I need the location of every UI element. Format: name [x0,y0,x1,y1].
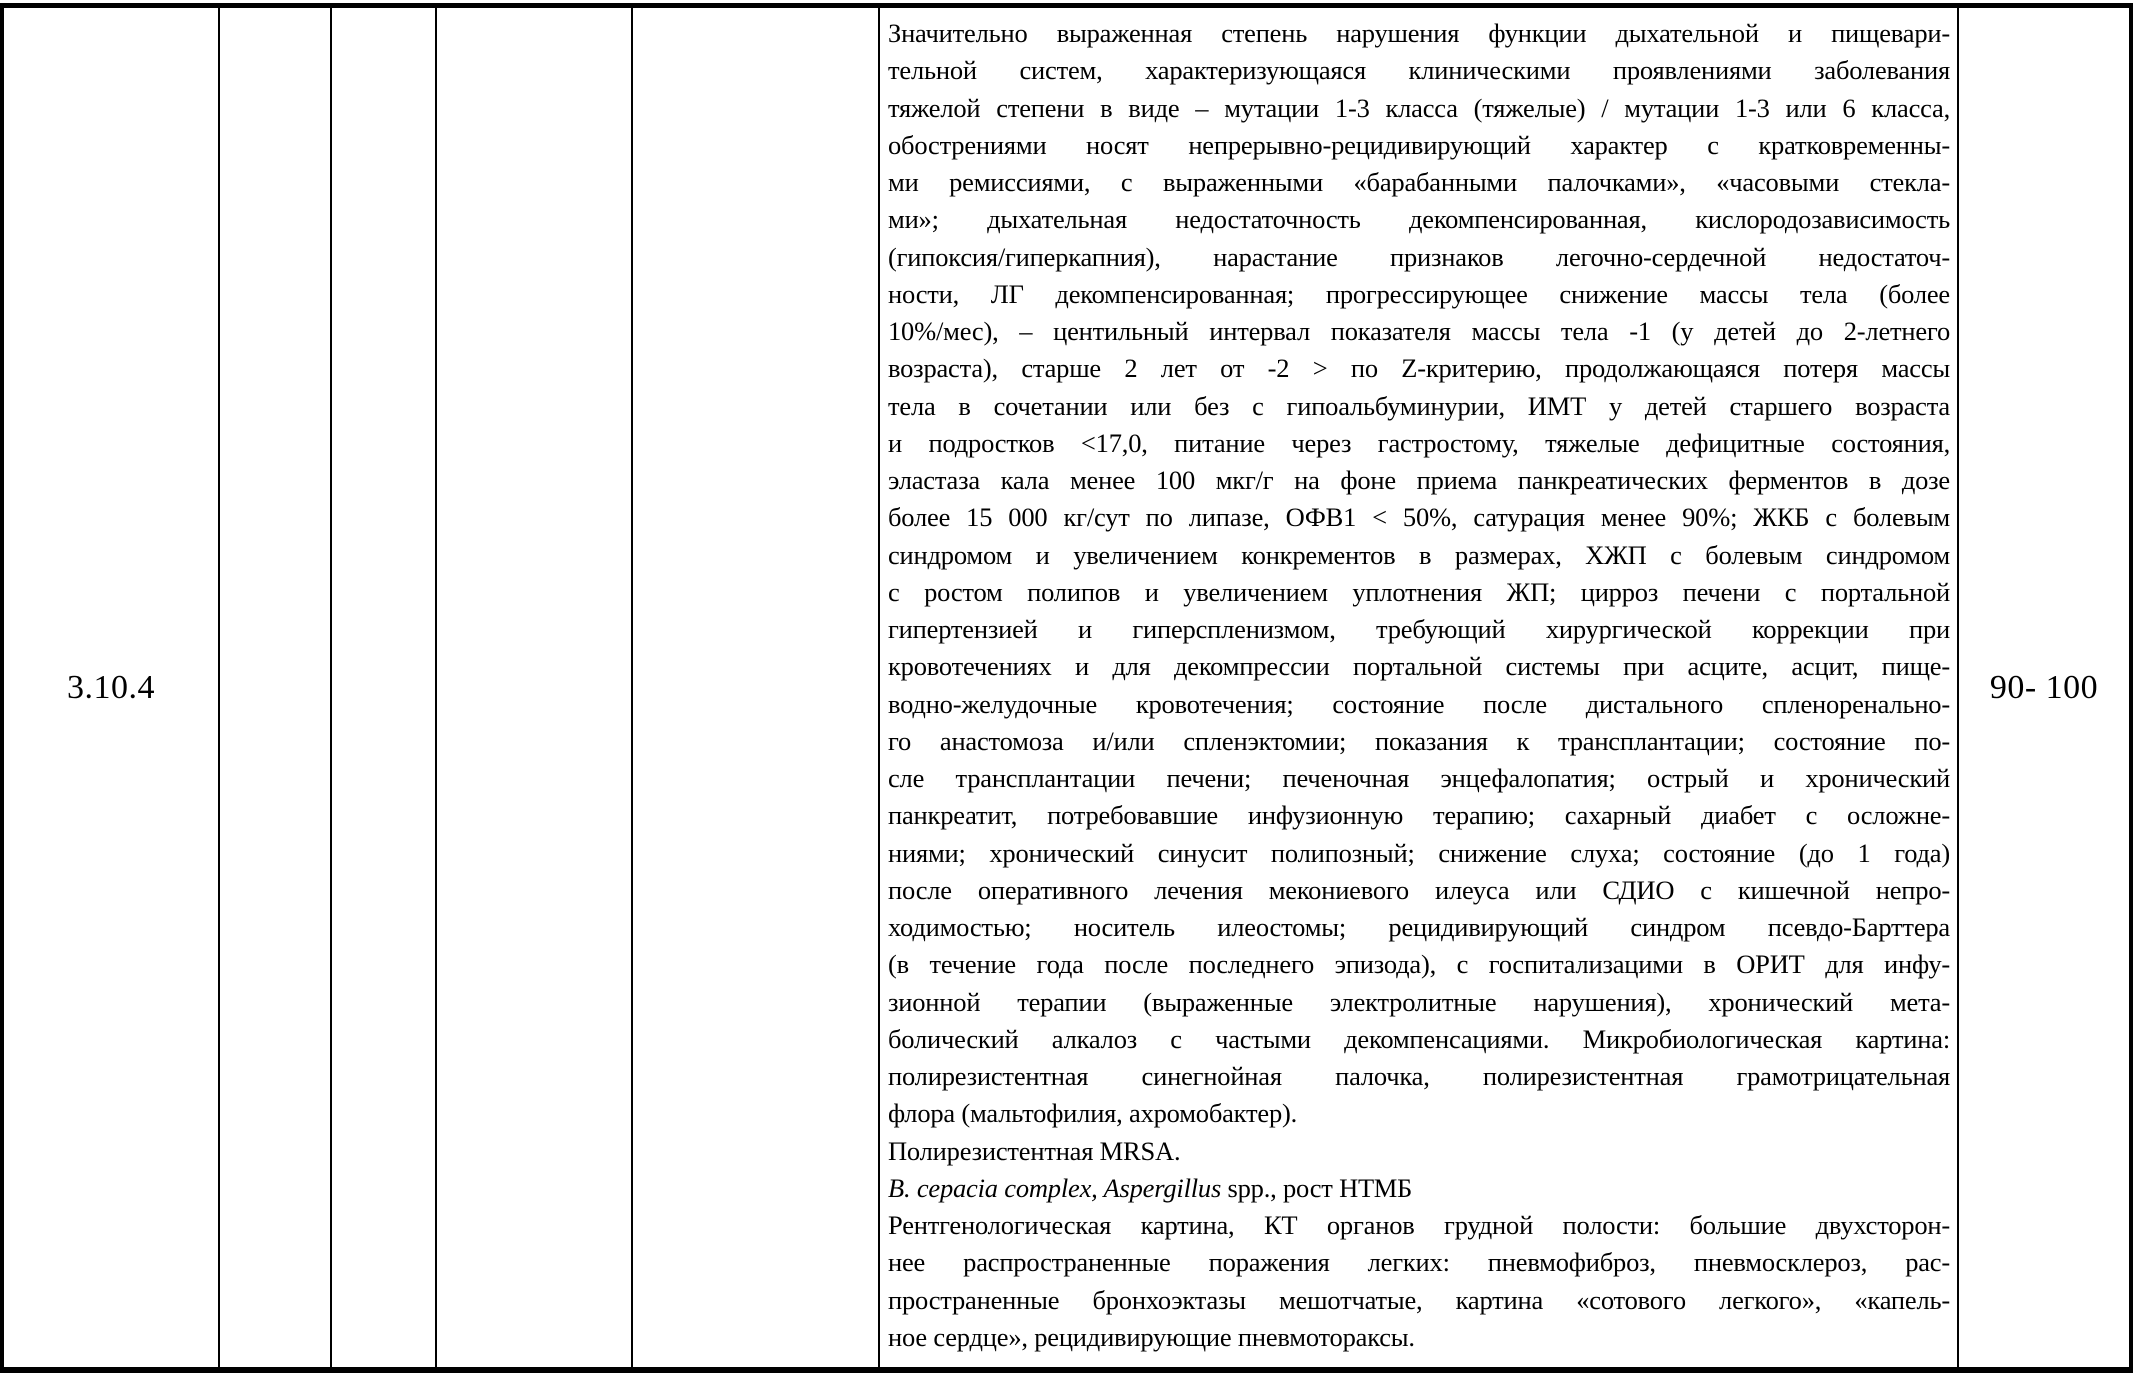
description-segment: ми ремиссиями, с выраженными «барабанными палочками», «часовыми стекла- [888,167,1950,197]
description-segment: возраста), старше 2 лет от -2 > по Z-критерию, продолжающаяся потеря массы [888,353,1950,384]
description-line [888,462,1950,499]
description-segment: spp., рост НТМБ [1227,1172,1413,1203]
description-segment: (гипоксия/гиперкапния), нарастание признаков легочно-сердечной недостаточ- [888,241,1950,272]
score-range: 90- 100 [1989,668,2099,706]
description-line [888,686,1950,723]
description-line [888,1319,1950,1356]
cell-empty-3 [435,8,631,1367]
description-segment: Рентгенологическая картина, КТ органов грудной полости: большие двухсторон- [888,1210,1950,1240]
description-line [888,872,1950,909]
description-segment: гипертензией и гиперспленизмом, требующий хирургической коррекции при [888,614,1950,644]
description-segment: эластаза кала менее 100 мкг/г на фоне приема панкреатических ферментов в дозе [888,465,1950,495]
description-segment: водно-желудочные кровотечения; состояние после дистального спленоренально- [888,688,1950,719]
description-segment: тела в сочетании или без с гипоальбуминурии, ИМТ у детей старшего возраста [888,390,1950,421]
description-segment: обострениями носят непрерывно-рецидивирующий характер с кратковременны- [888,129,1950,160]
description-line [888,90,1950,127]
description-segment: панкреатит, потребовавшие инфузионную терапию; сахарный диабет с осложне- [888,800,1950,831]
description-segment: Полирезистентная MRSA. [888,1135,1181,1166]
cell-empty-1 [218,8,330,1367]
description-line [888,52,1950,89]
cell-empty-4 [631,8,878,1367]
description-segment: кровотечениях и для декомпрессии портальной системы при асците, асцит, пище- [888,651,1950,682]
description-line [888,164,1950,201]
description-line [888,239,1950,276]
description-line [888,350,1950,387]
description-segment: ниями; хронический синусит полипозный; снижение слуха; состояние (до 1 года) [888,837,1950,868]
cell-description [878,8,1957,1367]
description-segment: флора (мальтофилия, ахромобактер). [888,1098,1298,1129]
description-segment: тельной систем, характеризующаяся клиническими проявлениями заболевания [888,55,1950,86]
description-line [888,984,1950,1021]
description-line [888,388,1950,425]
description-segment: ходимостью; носитель илеостомы; рецидивирующий синдром псевдо-Барттера [888,912,1950,942]
description-line [888,1021,1950,1058]
description-segment: го анастомоза и/или спленэктомии; показания к трансплантации; состояние по- [888,725,1950,756]
description-segment: и подростков <17,0, питание через гастростому, тяжелые дефицитные состояния, [888,427,1950,458]
description-segment: нее распространенные поражения легких: пневмофиброз, пневмосклероз, рас- [888,1247,1950,1278]
description-line [888,1207,1950,1244]
description-line [888,611,1950,648]
description-segment: с ростом полипов и увеличением уплотнения ЖП; цирроз печени с портальной [888,576,1950,607]
description-line [888,1282,1950,1319]
description-line [888,1095,1950,1132]
description-segment: ное сердце», рецидивирующие пневмотораксы. [888,1321,1415,1352]
description-segment: полирезистентная синегнойная палочка, полирезистентная грамотрицательная [888,1061,1950,1091]
description-segment: более 15 000 кг/сут по липазе, ОФВ1 < 50%, сатурация менее 90%; ЖКБ с болевым [888,502,1950,533]
description-line [888,1244,1950,1281]
description-segment: ности, ЛГ декомпенсированная; прогрессирующее снижение массы тела (более [888,278,1950,309]
description-line [888,723,1950,760]
description-line [888,574,1950,611]
description-line [888,499,1950,536]
cell-row-code [4,8,218,1367]
description-line [888,797,1950,834]
description-line [888,15,1950,52]
description-line [888,425,1950,462]
description-segment: зионной терапии (выраженные электролитные нарушения), хронический мета- [888,986,1950,1017]
description-line [888,201,1950,238]
description-segment: (в течение года после последнего эпизода), с госпитализацими в ОРИТ для инфу- [888,949,1950,980]
description-line [888,760,1950,797]
description-line [888,537,1950,574]
description-line [888,1058,1950,1095]
cell-empty-2 [330,8,435,1367]
description-segment: тяжелой степени в виде – мутации 1-3 класса (тяжелые) / мутации 1-3 или 6 класса, [888,92,1950,123]
description-line [888,313,1950,350]
description-line [888,909,1950,946]
description-segment: 10%/мес), – центильный интервал показателя массы тела -1 (у детей до 2-летнего [888,316,1950,346]
description-segment: болический алкалоз с частыми декомпенсациями. Микробиологическая картина: [888,1023,1950,1054]
description-line [888,835,1950,872]
description-segment: ми»; дыхательная недостаточность декомпенсированная, кислородозависимость [888,204,1950,235]
cell-score-range [1957,8,2129,1367]
description-segment: синдромом и увеличением конкрементов в размерах, ХЖП с болевым синдромом [888,539,1950,570]
description-segment: сле трансплантации печени; печеночная энцефалопатия; острый и хронический [888,763,1950,793]
description-segment: после оперативного лечения мекониевого илеуса или СДИО с кишечной непро- [888,874,1950,905]
description-line [888,946,1950,983]
description-segment: пространенные бронхоэктазы мешотчатые, картина «сотового легкого», «капель- [888,1284,1950,1315]
description-line [888,127,1950,164]
row-code: 3.10.4 [67,668,155,706]
description-segment-italic: B. cepacia complex, Aspergillus [888,1172,1228,1203]
description-text [888,15,1950,1356]
description-line [888,276,1950,313]
description-line [888,1170,1950,1207]
description-segment: Значительно выраженная степень нарушения функции дыхательной и пищевари- [888,18,1950,48]
description-line [888,1133,1950,1170]
description-line [888,648,1950,685]
table-row [0,3,2133,1373]
